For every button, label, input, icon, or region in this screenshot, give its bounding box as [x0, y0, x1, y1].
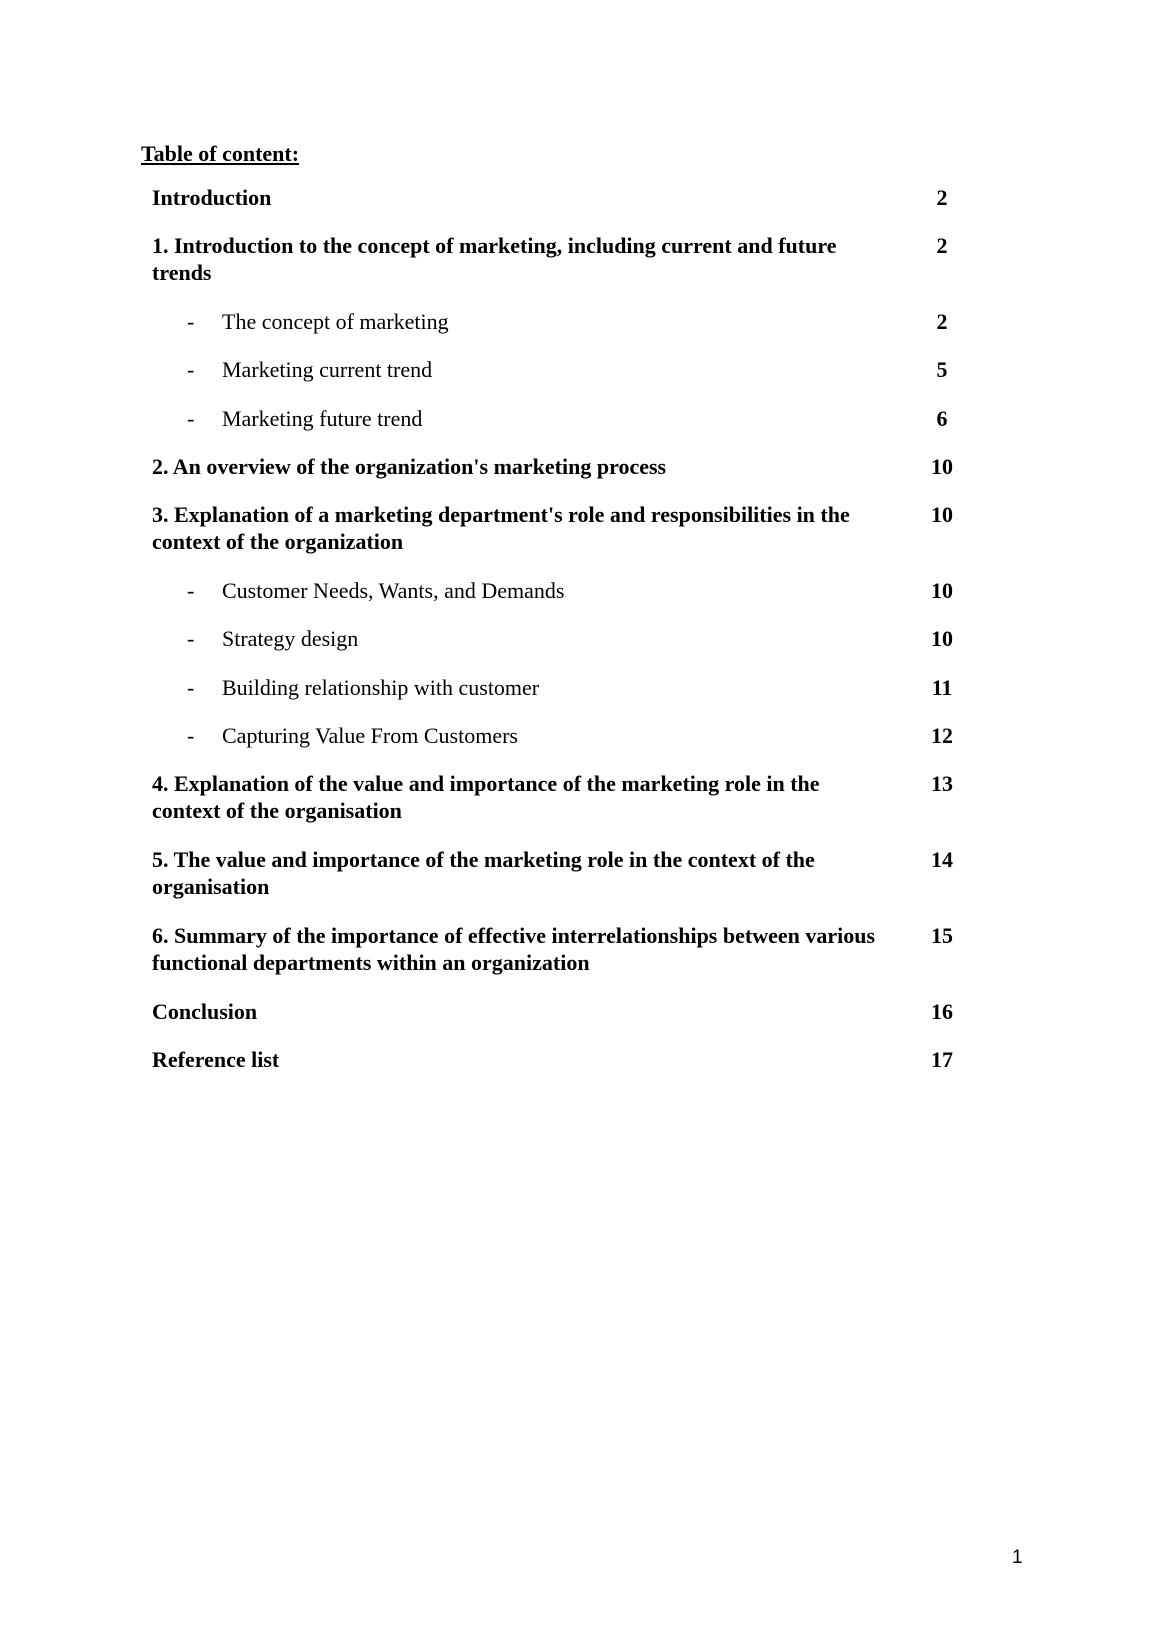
- toc-page-number: 10: [931, 578, 953, 603]
- toc-page-number: 10: [931, 626, 953, 651]
- toc-subentry-strategy-design[interactable]: [152, 625, 982, 652]
- toc-page-number: 5: [936, 357, 948, 382]
- toc-entry-reference-list[interactable]: [152, 1046, 982, 1073]
- toc-page-number: 11: [931, 675, 953, 700]
- toc-entry-text: Marketing current trend: [222, 357, 433, 382]
- toc-subentry-future-trend[interactable]: [152, 405, 982, 432]
- toc-entry-text: 3. Explanation of a marketing department's role and responsibilities in the context of the organization: [152, 502, 850, 554]
- toc-subentry-concept-of-marketing[interactable]: [152, 308, 982, 335]
- list-dash: -: [187, 309, 195, 334]
- toc-entry-text: 6. Summary of the importance of effective interrelationships between various functional departments within an organization: [152, 923, 876, 975]
- toc-entry-section-2[interactable]: [152, 453, 982, 480]
- toc-subentry-customer-needs[interactable]: [152, 577, 982, 604]
- page-number: 1: [1012, 1547, 1023, 1568]
- toc-page-number: 2: [936, 233, 948, 258]
- toc-page-number: 10: [931, 502, 953, 527]
- toc-page-number: 13: [931, 771, 953, 796]
- toc-subentry-building-relationship[interactable]: [152, 674, 982, 701]
- toc-page-number: 10: [931, 454, 953, 479]
- toc-subentry-current-trend[interactable]: [152, 356, 982, 383]
- toc-entry-section-1[interactable]: [152, 232, 982, 286]
- toc-entry-introduction[interactable]: [152, 184, 982, 211]
- toc-entry-conclusion[interactable]: [152, 998, 982, 1025]
- toc-entry-section-3[interactable]: [152, 501, 982, 555]
- toc-entry-text: 4. Explanation of the value and importance of the marketing role in the context of the organisation: [152, 771, 820, 823]
- toc-entry-text: Introduction: [152, 185, 272, 210]
- list-dash: -: [187, 578, 195, 603]
- toc-entry-section-4[interactable]: [152, 770, 982, 824]
- toc-page-number: 12: [931, 723, 953, 748]
- toc-entry-text: Capturing Value From Customers: [222, 723, 518, 748]
- toc-page-number: 2: [936, 185, 948, 210]
- toc-subentry-capturing-value[interactable]: [152, 722, 982, 749]
- toc-page-number: 14: [931, 847, 953, 872]
- toc-entry-section-6[interactable]: [152, 922, 982, 976]
- toc-page-number: 15: [931, 923, 953, 948]
- toc-entry-text: Building relationship with customer: [222, 675, 540, 700]
- toc-page-number: 16: [931, 999, 953, 1024]
- toc-entry-text: 5. The value and importance of the marketing role in the context of the organisation: [152, 847, 815, 899]
- list-dash: -: [187, 675, 195, 700]
- toc-entry-text: Strategy design: [222, 626, 359, 651]
- toc-page-number: 2: [936, 309, 948, 334]
- toc-entry-text: 1. Introduction to the concept of marketing, including current and future trends: [152, 233, 837, 285]
- toc-entry-text: Conclusion: [152, 999, 258, 1024]
- toc-page-number: 17: [931, 1047, 953, 1072]
- toc-entry-text: 2. An overview of the organization's marketing process: [152, 454, 667, 479]
- list-dash: -: [187, 357, 195, 382]
- toc-entry-text: Customer Needs, Wants, and Demands: [222, 578, 565, 603]
- toc-entry-section-5[interactable]: [152, 846, 982, 900]
- list-dash: -: [187, 406, 195, 431]
- toc-heading: Table of content:: [141, 141, 300, 166]
- toc-entry-text: The concept of marketing: [222, 309, 449, 334]
- list-dash: -: [187, 723, 195, 748]
- toc-entry-text: Marketing future trend: [222, 406, 423, 431]
- toc-entry-text: Reference list: [152, 1047, 280, 1072]
- toc-page-number: 6: [936, 406, 948, 431]
- list-dash: -: [187, 626, 195, 651]
